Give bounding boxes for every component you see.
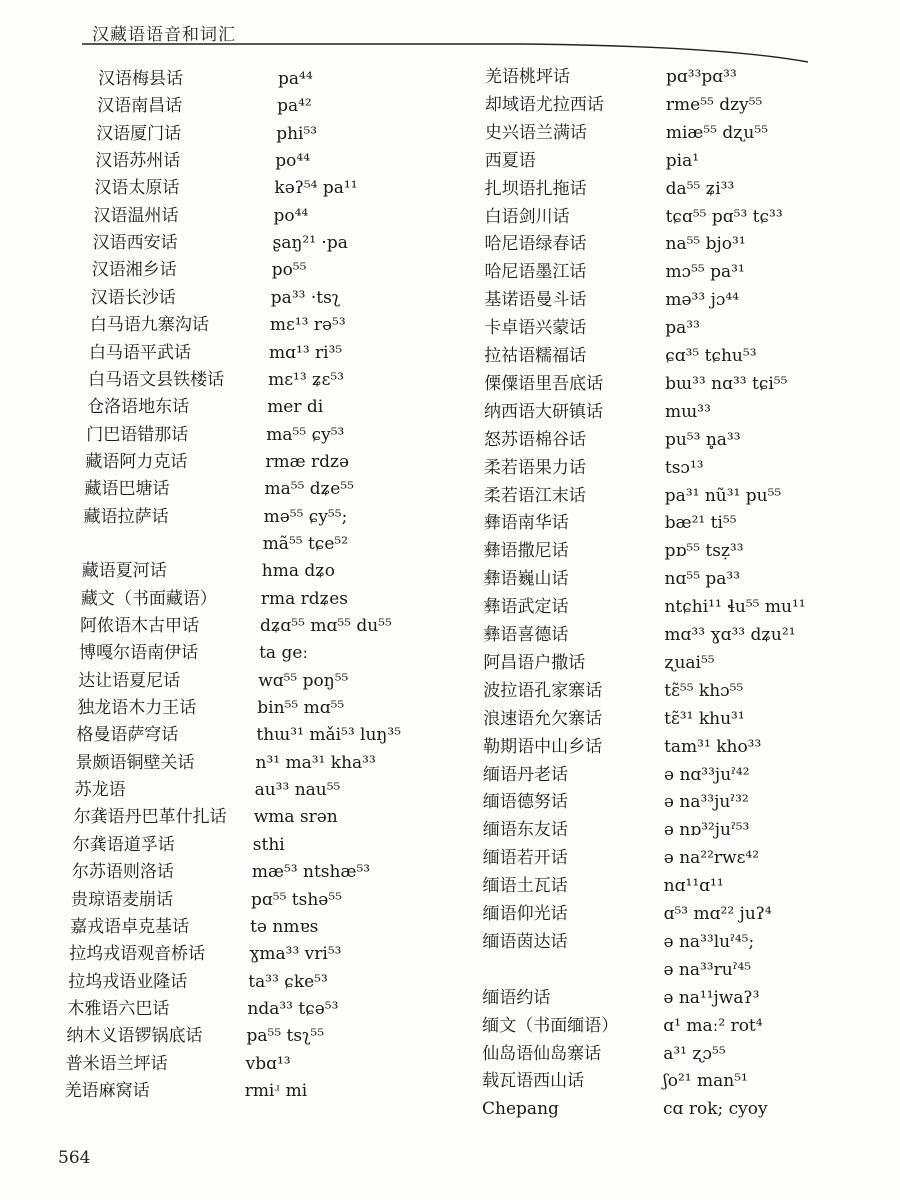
language-name: 缅语土瓦话 <box>482 876 568 897</box>
language-name: 阿昌语户撒话 <box>483 652 586 673</box>
language-name: 缅文（书面缅语） <box>482 1015 619 1036</box>
word-form: ə nɒ³²juˀ⁵³ <box>663 820 750 841</box>
word-form: ʐuai⁵⁵ <box>664 652 715 673</box>
word-form: mɑ¹³ ri³⁵ <box>269 342 343 363</box>
language-name: 独龙语木力王话 <box>77 698 197 719</box>
language-name: 藏语阿力克话 <box>85 451 188 472</box>
language-name: 汉语苏州话 <box>95 151 181 172</box>
word-form: pa³³ ·tsʅ <box>270 287 341 308</box>
word-form: kəʔ⁵⁴ pa¹¹ <box>274 178 358 199</box>
word-form: nɑ⁵⁵ pa³³ <box>664 569 741 590</box>
language-name: 缅语德努话 <box>482 792 568 813</box>
word-form: ə na¹¹jwaʔ³ <box>663 987 760 1008</box>
word-form: tə nmɐs <box>250 916 319 937</box>
language-name: 尔苏语则洛话 <box>71 862 174 883</box>
word-form: bin⁵⁵ mɑ⁵⁵ <box>257 698 345 719</box>
language-name: 白语剑川话 <box>484 206 570 227</box>
word-form: mɯ³³ <box>665 401 711 422</box>
word-form: ɑ⁵³ mɑ²² juʔ⁴ <box>663 904 772 924</box>
word-form: ə na²²rwɛ⁴² <box>663 848 760 869</box>
word-form: ɕɑ³⁵ tɕhu⁵³ <box>665 346 757 366</box>
language-name: 普米语兰坪话 <box>65 1053 168 1074</box>
word-form: au³³ nau⁵⁵ <box>254 780 341 801</box>
word-form: pɒ⁵⁵ tsẓ³³ <box>664 541 744 562</box>
language-name: 彝语巍山话 <box>483 569 569 590</box>
language-name: 汉语西安话 <box>92 233 178 254</box>
word-form: dʑɑ⁵⁵ mɑ⁵⁵ du⁵⁵ <box>260 616 392 636</box>
word-form: nda³³ tɕə⁵³ <box>247 998 339 1019</box>
language-name: 格曼语萨穹话 <box>76 725 179 746</box>
word-form: po⁴⁴ <box>275 151 311 172</box>
word-form: ʂaŋ²¹ ·pa <box>272 233 348 254</box>
word-form: pia¹ <box>665 150 700 171</box>
word-form: ta³³ ɕke⁵³ <box>248 971 328 992</box>
language-name: 汉语温州话 <box>93 205 179 226</box>
language-name: 纳木义语锣锅底话 <box>66 1026 203 1047</box>
word-form: mã⁵⁵ tɕe⁵² <box>262 533 349 554</box>
language-name: Chepang <box>482 1099 559 1120</box>
language-name: 汉语厦门话 <box>96 123 182 144</box>
language-name: 羌语麻窝话 <box>64 1080 150 1101</box>
language-name: 汉语湘乡话 <box>91 260 177 281</box>
word-form: mɛ¹³ rə⁵³ <box>269 315 346 336</box>
word-form: tɛ̃³¹ khu³¹ <box>664 708 745 729</box>
word-form: mæ⁵³ ntshæ⁵³ <box>251 862 371 883</box>
language-name: 藏文（书面藏语） <box>80 588 217 609</box>
language-name: 仓洛语地东话 <box>87 397 190 418</box>
language-name: 藏语夏河话 <box>81 561 167 582</box>
word-form: ə na³³luˀ⁴⁵; <box>663 931 755 952</box>
language-name: 仙岛语仙岛寨话 <box>482 1043 602 1064</box>
language-name: 勒期语中山乡话 <box>483 736 603 757</box>
language-name: 阿侬语木古甲话 <box>80 616 199 636</box>
language-name: 基诺语曼斗话 <box>484 290 587 311</box>
language-name: 缅语丹老话 <box>483 764 568 785</box>
language-name: 达让语夏尼话 <box>78 670 181 691</box>
language-name: 白马语九寨沟话 <box>89 315 209 336</box>
word-form: rmæ rdzə <box>265 451 350 472</box>
word-form: sthi <box>252 834 285 855</box>
word-form: pɑ⁵⁵ tshə⁵⁵ <box>251 889 342 910</box>
word-form: wɑ⁵⁵ poŋ⁵⁵ <box>258 670 349 691</box>
word-form: ɑ¹ maː² rot⁴ <box>663 1015 763 1036</box>
language-name: 卡卓语兴蒙话 <box>484 318 587 339</box>
word-form: a³¹ ʐɔ⁵⁵ <box>663 1043 726 1064</box>
word-form: mer di <box>267 397 324 418</box>
word-form: tɕɑ⁵⁵ pɑ⁵³ tɕ³³ <box>665 206 783 227</box>
language-name: 白马语平武话 <box>89 342 191 363</box>
word-form: rma rdʑes <box>260 588 348 609</box>
language-name: 却域语尤拉西话 <box>484 94 604 115</box>
page-number: 564 <box>58 1148 91 1168</box>
language-name: 尔龚语道孚话 <box>72 834 175 855</box>
word-form: po⁴⁴ <box>273 205 309 226</box>
language-name: 藏语巴塘话 <box>84 479 170 500</box>
language-name: 柔若语江末话 <box>483 485 586 506</box>
language-name: 尔龚语丹巴革什扎话 <box>73 807 227 828</box>
word-form: rme⁵⁵ dzy⁵⁵ <box>665 94 763 115</box>
word-form: ta geː <box>259 643 309 664</box>
language-name: 拉坞戎语观音桥话 <box>69 944 206 965</box>
language-name: 藏语拉萨话 <box>83 506 169 527</box>
language-name: 史兴语兰满话 <box>484 122 587 143</box>
word-form: mə⁵⁵ ɕy⁵⁵; <box>263 506 348 527</box>
language-name: 缅语约话 <box>482 987 551 1008</box>
word-form: pa⁴⁴ <box>278 69 313 89</box>
language-name: 羌语桃坪话 <box>485 67 570 87</box>
language-name: 彝语喜德话 <box>483 625 569 645</box>
language-name: 哈尼语墨江话 <box>484 262 587 283</box>
language-name: 载瓦语西山话 <box>482 1071 585 1092</box>
language-name: 白马语文县铁楼话 <box>88 369 225 390</box>
language-name: 傈僳语里吾底话 <box>484 373 604 394</box>
word-form: wma srən <box>253 807 338 828</box>
language-name: 木雅语六巴话 <box>67 998 170 1019</box>
language-name: 汉语梅县话 <box>98 69 183 89</box>
word-form: ma⁵⁵ ɕy⁵³ <box>266 424 345 445</box>
word-form: ə na³³ruˀ⁴⁵ <box>663 959 752 980</box>
language-name: 西夏语 <box>484 150 536 171</box>
language-name: 柔若语果力话 <box>483 457 586 478</box>
language-name: 景颇语铜壁关话 <box>75 752 195 773</box>
language-name: 缅语茵达话 <box>482 931 568 952</box>
language-name: 哈尼语绿春话 <box>484 234 587 255</box>
word-form: nɑ¹¹ɑ¹¹ <box>663 876 724 897</box>
word-form: pɑ³³pɑ³³ <box>666 67 737 87</box>
language-name: 门巴语错那话 <box>86 424 189 445</box>
language-name: 缅语东友话 <box>482 820 568 841</box>
word-form: cɑ rok; cyoy <box>663 1099 768 1120</box>
language-name: 怒苏语棉谷话 <box>483 429 586 450</box>
word-form: pa⁵⁵ tsʅ⁵⁵ <box>246 1026 325 1047</box>
language-name: 汉语南昌话 <box>97 96 183 117</box>
language-name: 波拉语孔家寨话 <box>483 680 603 701</box>
language-name: 扎坝语扎拖话 <box>484 178 587 199</box>
language-name: 贵琼语麦崩话 <box>71 889 173 910</box>
language-name: 纳西语大研镇话 <box>484 401 604 422</box>
word-form: bɯ³³ nɑ³³ tɕi⁵⁵ <box>665 373 788 394</box>
word-form: rmiʴ mi <box>244 1080 308 1101</box>
word-form: da⁵⁵ ʑi³³ <box>665 178 735 199</box>
word-form: po⁵⁵ <box>271 260 307 281</box>
word-form: pa⁴² <box>277 96 312 117</box>
word-form: pa³¹ nũ³¹ pu⁵⁵ <box>664 485 782 506</box>
word-form: ɣma³³ vri⁵³ <box>249 944 342 965</box>
word-form: mɛ¹³ ʑɛ⁵³ <box>268 369 345 390</box>
word-form: ʃo²¹ man⁵¹ <box>663 1071 748 1092</box>
word-form: thɯ³¹ mǎi⁵³ luŋ³⁵ <box>256 725 402 746</box>
word-form: pu⁵³ n̥a³³ <box>664 429 741 450</box>
word-form: na⁵⁵ bjo³¹ <box>665 234 746 255</box>
language-name: 汉语长沙话 <box>90 287 176 308</box>
language-name: 拉坞戎语业隆话 <box>68 971 188 992</box>
word-form: mɑ³³ ɣɑ³³ dʑu²¹ <box>664 625 796 645</box>
word-form: tsɔ¹³ <box>664 457 704 478</box>
word-form: ə nɑ³³juˀ⁴² <box>664 764 750 785</box>
word-form: mɔ⁵⁵ pa³¹ <box>665 262 745 283</box>
word-form: ma⁵⁵ dʑe⁵⁵ <box>264 479 354 500</box>
language-name: 拉祜语糯福话 <box>484 346 587 366</box>
word-form: miæ⁵⁵ dʐu⁵⁵ <box>665 122 769 143</box>
language-name: 彝语南华话 <box>483 513 569 534</box>
language-name: 缅语仰光话 <box>482 904 568 924</box>
word-form: ntɕhi¹¹ ɬu⁵⁵ mu¹¹ <box>664 597 806 618</box>
header-title: 汉藏语语音和词汇 <box>92 25 236 45</box>
word-form: tɛ̃⁵⁵ khɔ⁵⁵ <box>664 680 744 701</box>
language-name: 汉语太原话 <box>94 178 180 199</box>
language-name: 浪速语允欠寨话 <box>483 708 603 729</box>
word-form: tam³¹ kho³³ <box>664 736 762 757</box>
word-form: ə na³³juˀ³² <box>663 792 749 813</box>
language-name: 彝语武定话 <box>483 597 569 618</box>
word-form: vbɑ¹³ <box>245 1053 291 1074</box>
language-name: 嘉戎语卓克基话 <box>70 916 190 937</box>
word-form: pa³³ <box>665 318 700 339</box>
word-form: n³¹ ma³¹ kha³³ <box>255 752 376 773</box>
word-form: phi⁵³ <box>276 123 318 144</box>
language-name: 苏龙语 <box>74 780 126 801</box>
language-name: 缅语若开话 <box>482 848 568 869</box>
word-form: mə³³ jɔ⁴⁴ <box>665 290 739 311</box>
word-form: hma dʑo <box>261 561 336 582</box>
language-name: 博嘎尔语南伊话 <box>79 643 199 664</box>
language-name: 彝语撒尼话 <box>483 541 569 562</box>
word-form: bæ²¹ ti⁵⁵ <box>664 513 737 534</box>
